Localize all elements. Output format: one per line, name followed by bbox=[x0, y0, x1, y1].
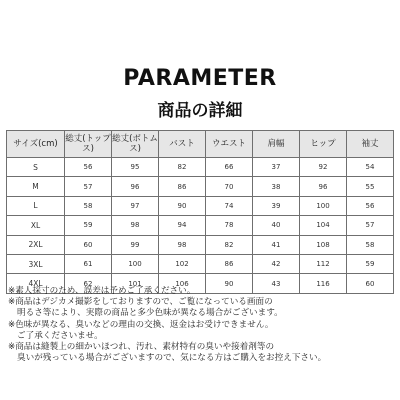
table-header-row bbox=[7, 131, 394, 158]
cell: 116 bbox=[300, 274, 347, 293]
table-row bbox=[7, 158, 394, 177]
cell: 86 bbox=[206, 254, 253, 273]
cell: 106 bbox=[159, 274, 206, 293]
cell: 39 bbox=[253, 196, 300, 215]
cell: 92 bbox=[300, 158, 347, 177]
cell: 100 bbox=[300, 196, 347, 215]
cell: 58 bbox=[65, 196, 112, 215]
cell: S bbox=[7, 158, 65, 177]
cell: 74 bbox=[206, 196, 253, 215]
page-title: PARAMETER bbox=[123, 66, 277, 91]
cell: 60 bbox=[347, 274, 394, 293]
cell: 43 bbox=[253, 274, 300, 293]
page-subtitle: 商品の詳細 bbox=[157, 101, 243, 121]
header-length-tops: 総丈(トップス) bbox=[65, 131, 112, 158]
cell: 82 bbox=[159, 158, 206, 177]
cell: 96 bbox=[112, 177, 159, 196]
cell: 94 bbox=[159, 216, 206, 235]
note-line: ※色味が異なる、臭いなどの理由の交換、返金はお受けできません。 bbox=[8, 319, 274, 330]
header-length-bottoms: 総丈(ボトムス) bbox=[112, 131, 159, 158]
cell: 38 bbox=[253, 177, 300, 196]
cell: 42 bbox=[253, 254, 300, 273]
header-waist: ウエスト bbox=[206, 131, 253, 158]
cell: 98 bbox=[112, 216, 159, 235]
header-size: サイズ(cm) bbox=[7, 131, 65, 158]
cell: 59 bbox=[65, 216, 112, 235]
cell: 55 bbox=[347, 177, 394, 196]
cell: 86 bbox=[159, 177, 206, 196]
cell: 112 bbox=[300, 254, 347, 273]
cell: 3XL bbox=[7, 254, 65, 273]
cell: 90 bbox=[159, 196, 206, 215]
header-hip: ヒップ bbox=[300, 131, 347, 158]
cell: 90 bbox=[206, 274, 253, 293]
table-row bbox=[7, 235, 394, 254]
cell: 104 bbox=[300, 216, 347, 235]
table-row bbox=[7, 177, 394, 196]
note-line: 明るさ等により、実際の商品と多少色味が異なる場合がございます。 bbox=[17, 308, 283, 319]
cell: 40 bbox=[253, 216, 300, 235]
cell: 96 bbox=[300, 177, 347, 196]
cell: 97 bbox=[112, 196, 159, 215]
cell: 99 bbox=[112, 235, 159, 254]
cell: 37 bbox=[253, 158, 300, 177]
cell: L bbox=[7, 196, 65, 215]
cell: 58 bbox=[347, 235, 394, 254]
cell: 102 bbox=[159, 254, 206, 273]
cell: 78 bbox=[206, 216, 253, 235]
cell: 57 bbox=[347, 216, 394, 235]
size-table bbox=[6, 130, 394, 294]
note-line: ご了承くださいませ。 bbox=[17, 330, 103, 341]
table-row bbox=[7, 254, 394, 273]
note-line: ※素人採寸のため、誤差は予めご了承ください。 bbox=[8, 286, 196, 296]
cell: 100 bbox=[112, 254, 159, 273]
cell: 66 bbox=[206, 158, 253, 177]
cell: 108 bbox=[300, 235, 347, 254]
cell: 60 bbox=[65, 235, 112, 254]
cell: 61 bbox=[65, 254, 112, 273]
cell: 82 bbox=[206, 235, 253, 254]
note-line: 臭いが残っている場合がございますので、気になる方はご購入をお控え下さい。 bbox=[17, 353, 327, 364]
cell: 2XL bbox=[7, 235, 65, 254]
cell: 56 bbox=[347, 196, 394, 215]
header-sleeve: 袖丈 bbox=[347, 131, 394, 158]
notes-block bbox=[8, 286, 396, 364]
header-bust: バスト bbox=[159, 131, 206, 158]
cell: 56 bbox=[65, 158, 112, 177]
cell: 57 bbox=[65, 177, 112, 196]
cell: 70 bbox=[206, 177, 253, 196]
cell: 62 bbox=[65, 274, 112, 293]
cell: 59 bbox=[347, 254, 394, 273]
note-line: ※商品は縫製上の細かいほつれ、汚れ、素材特有の臭いや接着剤等の bbox=[8, 342, 275, 353]
cell: M bbox=[7, 177, 65, 196]
table-row bbox=[7, 196, 394, 215]
cell: 101 bbox=[112, 274, 159, 293]
note-line: ※商品はデジカメ撮影をしておりますので、ご覧になっている画面の bbox=[8, 297, 273, 308]
cell: 54 bbox=[347, 158, 394, 177]
cell: XL bbox=[7, 216, 65, 235]
cell: 41 bbox=[253, 235, 300, 254]
cell: 95 bbox=[112, 158, 159, 177]
cell: 98 bbox=[159, 235, 206, 254]
table-row bbox=[7, 216, 394, 235]
cell: 4XL bbox=[7, 274, 65, 293]
header-shoulder: 肩幅 bbox=[253, 131, 300, 158]
